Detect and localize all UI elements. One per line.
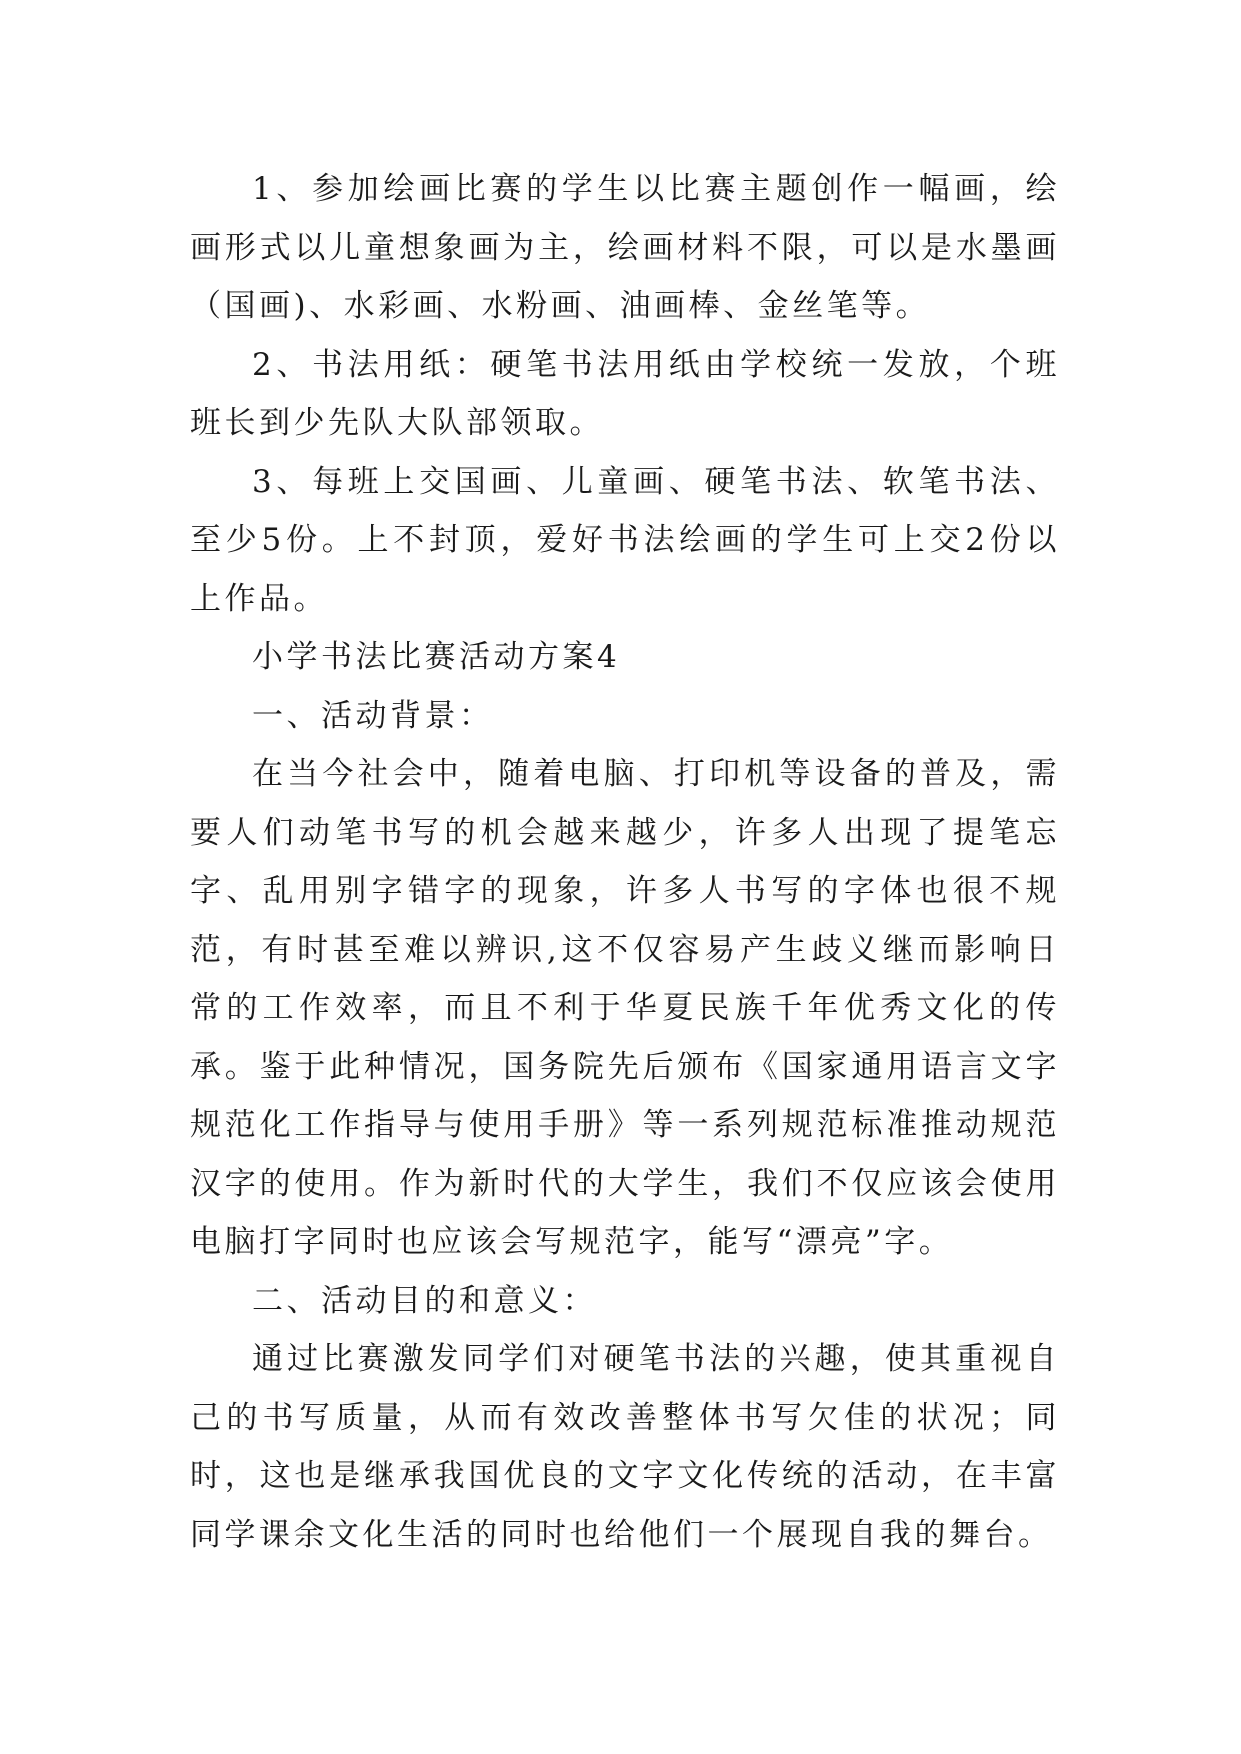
paragraph-item-1: 1、参加绘画比赛的学生以比赛主题创作一幅画，绘画形式以儿童想象画为主，绘画材料不限，可以是水墨画（国画)、水彩画、水粉画、油画棒、金丝笔等。 — [190, 171, 1060, 324]
purpose-paragraph: 通过比赛激发同学们对硬笔书法的兴趣，使其重视自己的书写质量，从而有效改善整体书写欠佳的状况；同时，这也是继承我国优良的文字文化传统的活动，在丰富同学课余文化生活的同时也给他们一个展现自我的舞台。 — [190, 1341, 1060, 1553]
section-heading-purpose: 二、活动目的和意义： — [252, 1282, 597, 1319]
document-body — [190, 160, 1060, 1564]
paragraph-item-2: 2、书法用纸：硬笔书法用纸由学校统一发放，个班班长到少先队大队部领取。 — [190, 346, 1060, 441]
background-paragraph: 在当今社会中，随着电脑、打印机等设备的普及，需要人们动笔书写的机会越来越少，许多人出现了提笔忘字、乱用别字错字的现象，许多人书写的字体也很不规范，有时甚至难以辨识,这不仅容易产生歧义继而影响日常的工作效率，而且不利于华夏民族千年优秀文化的传承。鉴于此种情况，国务院先后颁布《国家通用语言文字规范化工作指导与使用手册》等一系列规范标准推动规范汉字的使用。作为新时代的大学生，我们不仅应该会使用电脑打字同时也应该会写规范字，能写“漂亮”字。 — [190, 756, 1060, 1260]
section-title: 小学书法比赛活动方案4 — [252, 639, 621, 675]
paragraph-item-3: 3、每班上交国画、儿童画、硬笔书法、软笔书法、至少5份。上不封顶，爱好书法绘画的学生可上交2份以上作品。 — [190, 463, 1060, 617]
section-heading-background: 一、活动背景： — [252, 697, 494, 734]
